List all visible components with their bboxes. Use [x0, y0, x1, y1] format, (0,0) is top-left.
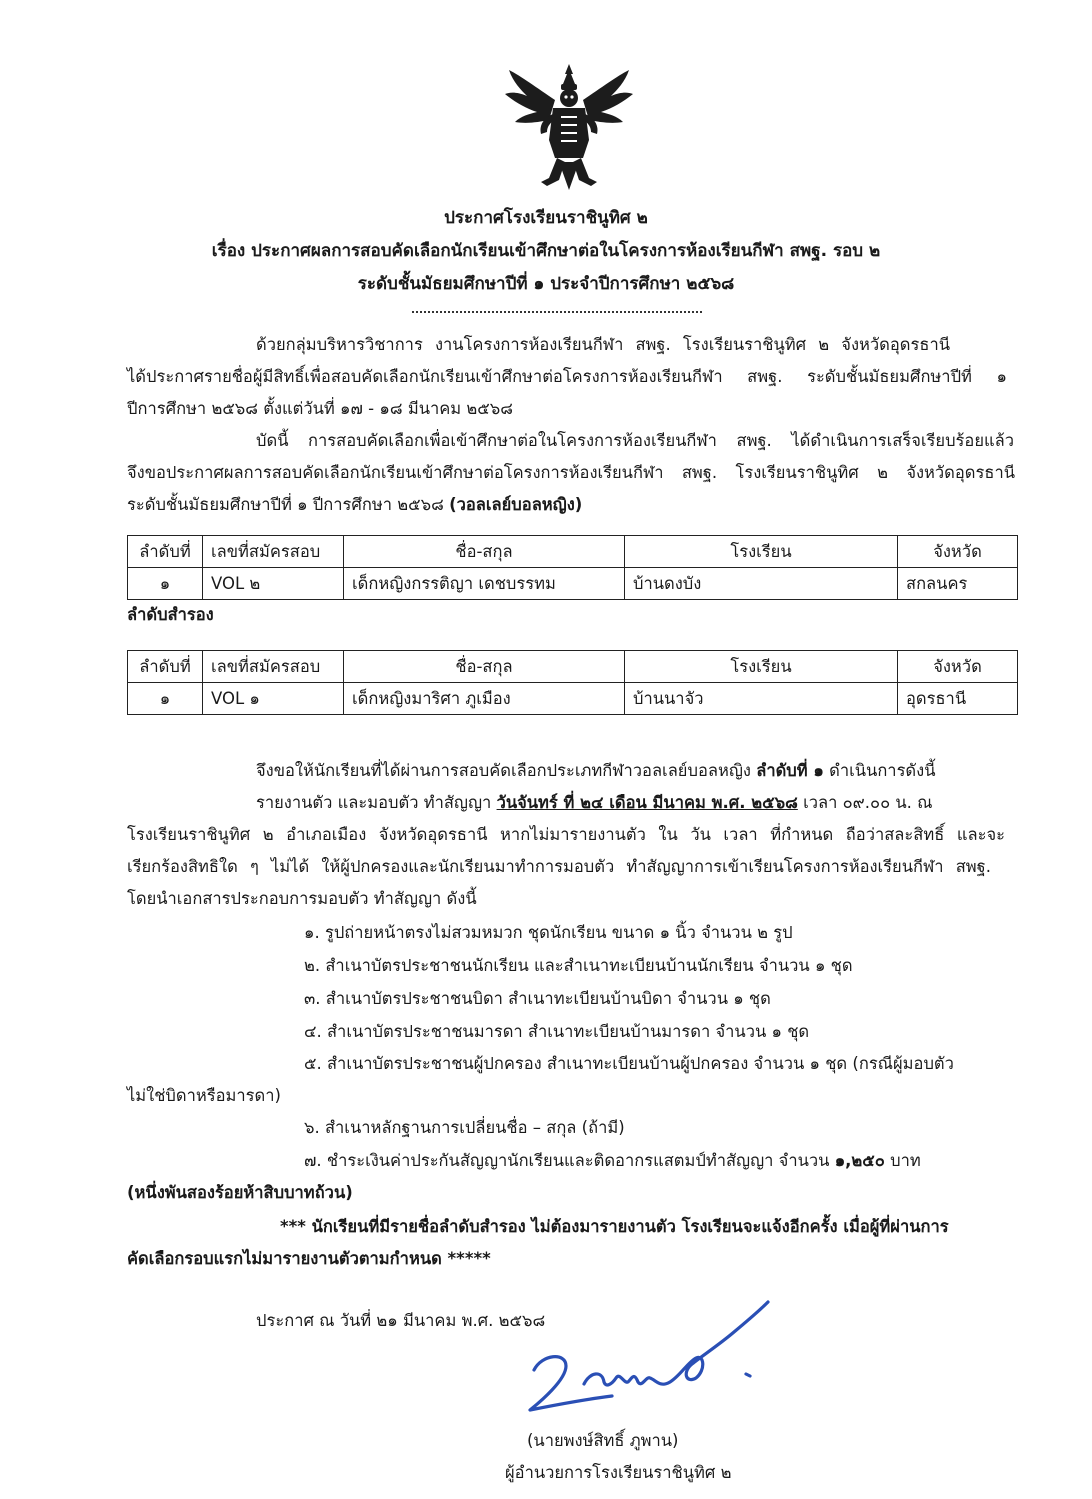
cell-province: สกลนคร	[898, 568, 1018, 600]
instruction-line-3: โรงเรียนราชินูทิศ ๒ อำเภอเมือง จังหวัดอุดรธานี หากไม่มารายงานตัว ใน วัน เวลา ที่กำหนด ถือว่าสละสิทธิ์ และจะ	[127, 825, 1005, 844]
instruction-line-5: โดยนำเอกสารประกอบการมอบตัว ทำสัญญา ดังนี้	[127, 889, 477, 908]
header-no: ลำดับที่	[128, 536, 203, 568]
instruction-line-1	[256, 760, 935, 782]
instruction-text: ดำเนินการดังนี้	[823, 761, 936, 780]
document-item-2: ๒. สำเนาบัตรประชาชนนักเรียน และสำเนาทะเบียนบ้านนักเรียน จำนวน ๑ ชุด	[304, 956, 853, 975]
header-school: โรงเรียน	[625, 536, 898, 568]
intro-paragraph-1-line-2: ได้ประกาศรายชื่อผู้มีสิทธิ์เพื่อสอบคัดเลือกนักเรียนเข้าศึกษาต่อโครงการห้องเรียนกีฬา สพฐ. ระดับชั้นมัธยมศึกษาปีที่ ๑	[127, 367, 1007, 386]
document-item-6: ๖. สำเนาหลักฐานการเปลี่ยนชื่อ – สกุล (ถ้ามี)	[304, 1118, 625, 1137]
intro-paragraph-2-line-2: จึงขอประกาศผลการสอบคัดเลือกนักเรียนเข้าศึกษาต่อโครงการห้องเรียนกีฬา สพฐ. โรงเรียนราชินูทิศ ๒ จังหวัดอุดรธานี	[127, 463, 1015, 482]
intro-paragraph-1-line-1: ด้วยกลุ่มบริหารวิชาการ งานโครงการห้องเรียนกีฬา สพฐ. โรงเรียนราชินูทิศ ๒ จังหวัดอุดรธานี	[256, 335, 950, 354]
document-item-1: ๑. รูปถ่ายหน้าตรงไม่สวมหมวก ชุดนักเรียน ขนาด ๑ นิ้ว จำนวน ๒ รูป	[304, 923, 793, 942]
reserve-note-line-1: *** นักเรียนที่มีรายชื่อลำดับสำรอง ไม่ต้องมารายงานตัว โรงเรียนจะแจ้งอีกครั้ง เมื่อผู้ที่ผ่านการ	[280, 1217, 949, 1236]
announcement-title: ประกาศโรงเรียนราชินูทิศ ๒	[444, 208, 648, 228]
cell-name: เด็กหญิงกรรติญา เดชบรรทม	[344, 568, 625, 600]
selected-results-table	[127, 535, 1018, 600]
reserve-results-table	[127, 650, 1018, 715]
announcement-level: ระดับชั้นมัธยมศึกษาปีที่ ๑ ประจำปีการศึกษา ๒๕๖๘	[357, 274, 735, 294]
cell-province: อุดรธานี	[898, 683, 1018, 715]
table-row	[128, 568, 1018, 600]
announcement-subject: เรื่อง ประกาศผลการสอบคัดเลือกนักเรียนเข้าศึกษาต่อในโครงการห้องเรียนกีฬา สพฐ. รอบ ๒	[211, 241, 881, 261]
header-app-no: เลขที่สมัครสอบ	[203, 651, 344, 683]
garuda-emblem-icon	[503, 62, 635, 194]
reserve-note-line-2: คัดเลือกรอบแรกไม่มารายงานตัวตามกำหนด *****	[127, 1249, 491, 1268]
instruction-line-4: เรียกร้องสิทธิใด ๆ ไม่ได้ ให้ผู้ปกครองและนักเรียนมาทำการมอบตัว ทำสัญญาการเข้าเรียนโครงการห้องเรียนกีฬา สพฐ.	[127, 857, 991, 876]
table-row	[128, 683, 1018, 715]
cell-no: ๑	[128, 568, 203, 600]
announcement-date: ประกาศ ณ วันที่ ๒๑ มีนาคม พ.ศ. ๒๕๖๘	[256, 1311, 546, 1330]
sport-category: (วอลเลย์บอลหญิง)	[449, 495, 583, 514]
cell-school: บ้านนาจัว	[625, 683, 898, 715]
document-item-3: ๓. สำเนาบัตรประชาชนบิดา สำเนาทะเบียนบ้านบิดา จำนวน ๑ ชุด	[304, 989, 771, 1008]
report-date: วันจันทร์ ที่ ๒๔ เดือน มีนาคม พ.ศ. ๒๕๖๘	[496, 793, 798, 812]
title-divider	[412, 311, 702, 313]
reserve-heading: ลำดับสำรอง	[127, 605, 214, 624]
document-item-5-continued: ไม่ใช่บิดาหรือมารดา)	[127, 1086, 281, 1105]
instruction-text: จึงขอให้นักเรียนที่ได้ผ่านการสอบคัดเลือกประเภทกีฬาวอลเลย์บอลหญิง	[256, 761, 751, 780]
cell-name: เด็กหญิงมาริศา ภูเมือง	[344, 683, 625, 715]
document-item-5: ๕. สำเนาบัตรประชาชนผู้ปกครอง สำเนาทะเบียนบ้านผู้ปกครอง จำนวน ๑ ชุด (กรณีผู้มอบตัว	[304, 1054, 954, 1073]
intro-paragraph-1-line-3: ปีการศึกษา ๒๕๖๘ ตั้งแต่วันที่ ๑๗ - ๑๘ มีนาคม ๒๕๖๘	[127, 399, 513, 418]
cell-school: บ้านดงบัง	[625, 568, 898, 600]
fee-amount-words: (หนึ่งพันสองร้อยห้าสิบบาทถ้วน)	[127, 1183, 353, 1202]
header-province: จังหวัด	[898, 536, 1018, 568]
signer-name: (นายพงษ์สิทธิ์ ภูพาน)	[527, 1431, 679, 1450]
document-item-4: ๔. สำเนาบัตรประชาชนมารดา สำเนาทะเบียนบ้านมารดา จำนวน ๑ ชุด	[304, 1022, 810, 1041]
level-text: ระดับชั้นมัธยมศึกษาปีที่ ๑ ปีการศึกษา ๒๕๖๘	[127, 495, 444, 514]
fee-amount: ๑,๒๕๐	[834, 1151, 885, 1170]
table-header-row	[128, 536, 1018, 568]
intro-paragraph-2-line-1: บัดนี้ การสอบคัดเลือกเพื่อเข้าศึกษาต่อในโครงการห้องเรียนกีฬา สพฐ. ได้ดำเนินการเสร็จเรียบร้อยแล้ว	[256, 431, 1014, 450]
header-province: จังหวัด	[898, 651, 1018, 683]
document-item-7	[304, 1150, 921, 1172]
header-app-no: เลขที่สมัครสอบ	[203, 536, 344, 568]
signer-title: ผู้อำนวยการโรงเรียนราชินูทิศ ๒	[505, 1463, 732, 1482]
table-header-row	[128, 651, 1018, 683]
instruction-line-2	[256, 792, 932, 814]
cell-no: ๑	[128, 683, 203, 715]
rank-highlight: ลำดับที่ ๑	[756, 761, 824, 780]
intro-paragraph-2-line-3	[127, 494, 582, 516]
header-school: โรงเรียน	[625, 651, 898, 683]
instruction-text: เวลา ๐๙.๐๐ น. ณ	[797, 793, 933, 812]
document-text: บาท	[884, 1151, 921, 1170]
cell-app-no: VOL ๑	[203, 683, 344, 715]
header-no: ลำดับที่	[128, 651, 203, 683]
header-name: ชื่อ-สกุล	[344, 536, 625, 568]
document-text: ๗. ชำระเงินค่าประกันสัญญานักเรียนและติดอากรแสตมป์ทำสัญญา จำนวน	[304, 1151, 835, 1170]
header-name: ชื่อ-สกุล	[344, 651, 625, 683]
cell-app-no: VOL ๒	[203, 568, 344, 600]
handwritten-signature	[520, 1292, 780, 1422]
instruction-text: รายงานตัว และมอบตัว ทำสัญญา	[256, 793, 492, 812]
